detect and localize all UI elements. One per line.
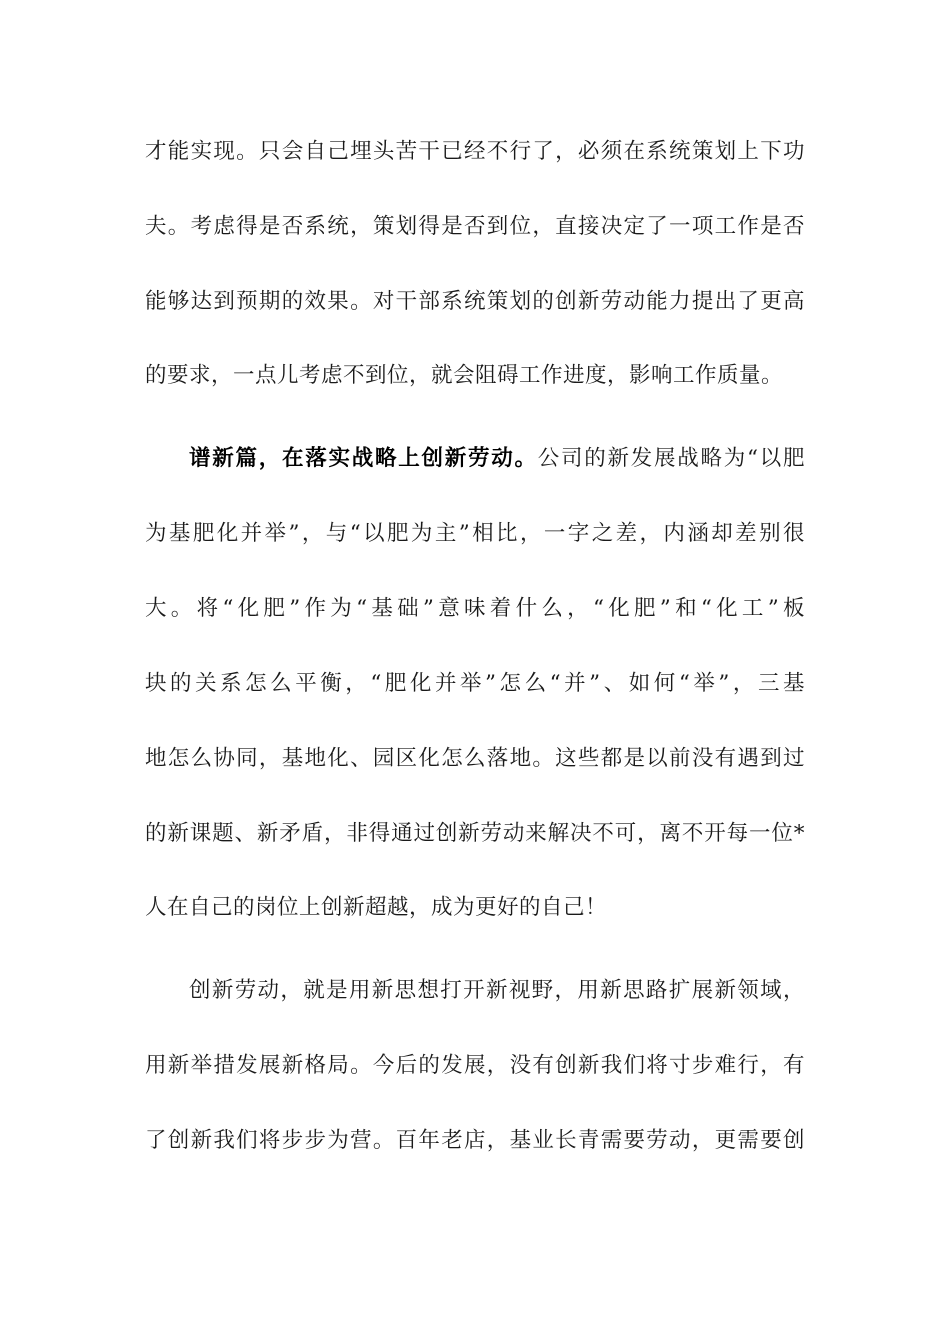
paragraph-3-line-2: 用新举措发展新格局。今后的发展，没有创新我们将寸步难行，有 [145,1053,805,1078]
paragraph-1-line-3: 能够达到预期的效果。对干部系统策划的创新劳动能力提出了更高 [145,289,805,314]
paragraph-1-line-1: 才能实现。只会自己埋头苦干已经不行了，必须在系统策划上下功 [145,139,805,164]
paragraph-2-line-6: 的新课题、新矛盾，非得通过创新劳动来解决不可，离不开每一位* [145,821,805,846]
paragraph-2-line-5: 地怎么协同，基地化、园区化怎么落地。这些都是以前没有遇到过 [145,746,805,771]
paragraph-2-line-7: 人在自己的岗位上创新超越，成为更好的自己！ [145,895,608,920]
paragraph-2-line-3: 大。将“化肥”作为“基础”意味着什么，“化肥”和“化工”板 [145,596,805,621]
paragraph-2-line-2: 为基肥化并举”，与“以肥为主”相比，一字之差，内涵却差别很 [145,521,805,546]
paragraph-1-line-2: 夫。考虑得是否系统，策划得是否到位，直接决定了一项工作是否 [145,214,805,239]
paragraph-3-line-1: 创新劳动，就是用新思想打开新视野，用新思路扩展新领域， [189,978,805,1003]
paragraph-2-line-1 [189,439,805,479]
paragraph-2-line-1-rest: 公司的新发展战略为“以肥 [537,446,805,471]
paragraph-2-heading: 谱新篇，在落实战略上创新劳动。 [189,446,538,471]
paragraph-3-line-3: 了创新我们将步步为营。百年老店，基业长青需要劳动，更需要创 [145,1128,805,1153]
paragraph-1-line-4: 的要求，一点儿考虑不到位，就会阻碍工作进度，影响工作质量。 [145,363,784,388]
paragraph-2-line-4: 块的关系怎么平衡，“肥化并举”怎么“并”、如何“举”，三基 [145,671,805,696]
